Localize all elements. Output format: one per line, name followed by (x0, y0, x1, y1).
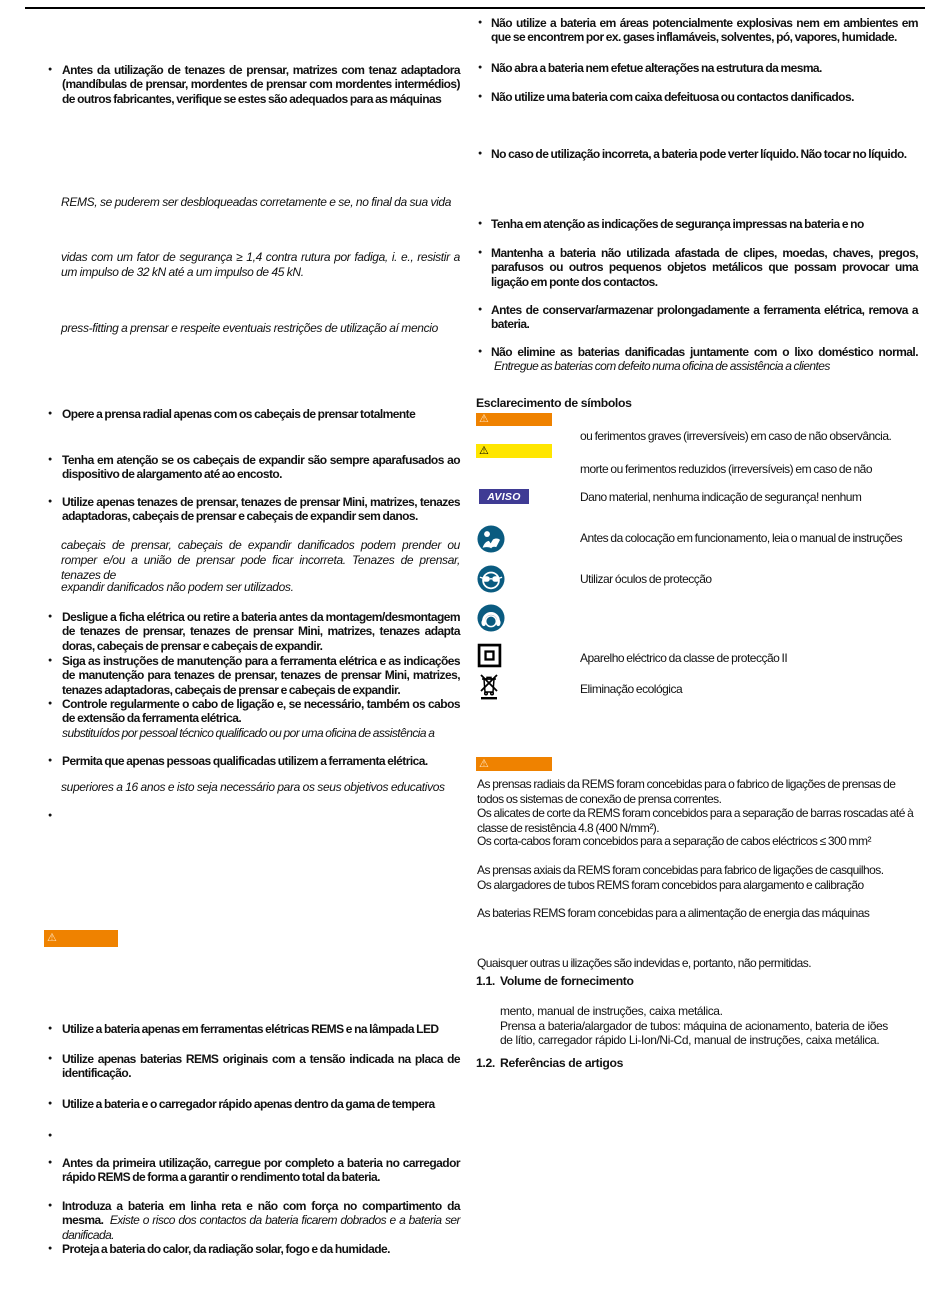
list-item (44, 495, 460, 524)
danger-box (476, 413, 552, 426)
bullet-dot: ● (48, 498, 53, 505)
symbol-label: Dano material, nenhuma indicação de segurança! nenhum (580, 490, 862, 504)
bullet-dot: ● (48, 456, 53, 463)
warning-triangle-icon: ⚠ (479, 444, 489, 457)
caution-box (476, 444, 552, 458)
list-item-text: Utilize a bateria e o carregador rápido apenas dentro da gama de tempera (62, 1097, 435, 1111)
list-item-text: Desligue a ficha elétrica ou retire a bateria antes da montagem/desmontagem de tenazes de prensar, tenazes de prensar Mini, matrizes, tenazes adapta doras, cabeçais de prensar e cabeçais de expandir. (62, 610, 460, 653)
list-item (44, 654, 460, 697)
list-item (44, 610, 460, 653)
list-item (476, 217, 918, 231)
section-heading (476, 974, 634, 988)
bullet-dot: ● (48, 657, 53, 664)
section-number: 1.2. (476, 1056, 495, 1070)
list-item-text: Siga as instruções de manutenção para a ferramenta elétrica e as indicações de manutenção para tenazes de prensar, tenazes de prensar Mini, matrizes, tenazes adaptadoras, cabeçais de prensar e cabeçais de expandir. (62, 654, 460, 697)
list-item (476, 90, 918, 104)
list-item (476, 61, 918, 75)
bullet-dot: ● (48, 66, 53, 73)
list-item-empty (44, 809, 460, 823)
right-column (476, 0, 918, 1303)
paragraph: Quaisquer outras u ilizações são indevidas e, portanto, não permitidas. (477, 956, 811, 970)
symbol-label: Eliminação ecológica (580, 682, 683, 696)
list-item-text: Não utilize uma bateria com caixa defeituosa ou contactos danificados. (491, 90, 854, 104)
list-item (476, 246, 918, 289)
note-text: press-fitting a prensar e respeite eventuais restrições de utilização aí mencio (61, 321, 438, 335)
bullet-dot: ● (48, 613, 53, 620)
list-item (476, 16, 918, 45)
aviso-badge: AVISO (479, 489, 529, 504)
list-item-text: Antes de conservar/armazenar prolongadamente a ferramenta elétrica, remova a bateria. (491, 303, 918, 332)
list-item-bold: Controle regularmente o cabo de ligação e, se necessário, também os cabos de extensão da ferramenta elétrica. (62, 697, 460, 726)
list-item (44, 407, 460, 421)
warning-header-box (44, 930, 118, 947)
eye-protection-icon (477, 565, 505, 598)
paragraph: Os alicates de corte da REMS foram concebidos para a separação de barras roscadas até à classe de resistência 4.8 (400 N/mm²). (477, 806, 914, 835)
list-item-text: Permita que apenas pessoas qualificadas utilizem a ferramenta elétrica. (62, 754, 428, 768)
symbol-label: morte ou ferimentos reduzidos (irreversíveis) em caso de não (580, 462, 873, 476)
list-item-bold: Introduza a bateria em linha reta e não com força no compartimento da mesma. (62, 1199, 460, 1228)
list-item-text: Tenha em atenção se os cabeçais de expandir são sempre aparafusados ao dispositivo de alargamento até ao encosto. (62, 453, 460, 482)
list-item (476, 345, 918, 374)
list-item-bold: Não elimine as baterias danificadas juntamente com o lixo doméstico normal. (491, 345, 918, 359)
list-item-note: Entregue as baterias com defeito numa oficina de assistência a clientes (494, 359, 830, 374)
paragraph: Os corta-cabos foram concebidos para a separação de cabos eléctricos ≤ 300 mm² (477, 834, 871, 848)
list-item-empty (44, 1129, 460, 1143)
list-item (44, 453, 460, 482)
bullet-dot: ● (48, 1245, 53, 1252)
section-line: Prensa a bateria/alargador de tubos: máquina de acionamento, bateria de iões (500, 1019, 888, 1033)
bullet-dot: ● (48, 700, 53, 707)
bullet-dot: ● (478, 220, 483, 227)
note-text: REMS, se puderem ser desbloqueadas corretamente e se, no final da sua vida (61, 195, 452, 209)
left-column (44, 0, 460, 1303)
bullet-dot: ● (48, 812, 53, 819)
list-item-text: Não utilize a bateria em áreas potencialmente explosivas nem em ambientes em que se encontrem por ex. gases inflamáveis, solventes, pó, vapores, humidade. (491, 16, 918, 45)
list-item-text: Utilize apenas baterias REMS originais com a tensão indicada na placa de identificação. (62, 1052, 460, 1081)
list-item-text: Tenha em atenção as indicações de segurança impressas na bateria e no (491, 217, 864, 231)
warning-triangle-icon: ⚠ (479, 757, 489, 770)
paragraph: Os alargadores de tubos REMS foram concebidos para alargamento e calibração (477, 878, 864, 892)
list-item-text: No caso de utilização incorreta, a bateria pode verter líquido. Não tocar no líquido. (491, 147, 907, 161)
list-item (44, 1097, 460, 1111)
list-item (476, 303, 918, 332)
bullet-dot: ● (478, 150, 483, 157)
list-item-text: Opere a prensa radial apenas com os cabeçais de prensar totalmente (62, 407, 416, 421)
bullet-dot: ● (48, 1132, 53, 1139)
bullet-dot: ● (478, 64, 483, 71)
list-item-text: Mantenha a bateria não utilizada afastada de clipes, moedas, chaves, pregos, parafusos ou outros pequenos objetos metálicos que possam provocar uma ligação em ponte dos contactos. (491, 246, 918, 289)
list-item-text: Antes da utilização de tenazes de prensar, matrizes com tenaz adaptadora (mandíbulas de prensar, mordentes de prensar com mordentes intermédios) de outros fabricantes, verifique se estes são adequados para as máquinas (62, 63, 460, 106)
symbols-heading: Esclarecimento de símbolos (476, 396, 632, 410)
list-item (44, 63, 460, 106)
paragraph: As prensas axiais da REMS foram concebidas para fabrico de ligações de casquilhos. (477, 863, 884, 877)
weee-icon (477, 672, 501, 705)
list-item (44, 1156, 460, 1185)
bullet-dot: ● (478, 19, 483, 26)
ear-protection-icon (477, 604, 505, 637)
symbol-label: ou ferimentos graves (irreversíveis) em caso de não observância. (580, 429, 892, 443)
list-item-text: Utilize a bateria apenas em ferramentas elétricas REMS e na lâmpada LED (62, 1022, 439, 1036)
list-item-text: Proteja a bateria do calor, da radiação solar, fogo e da humidade. (62, 1242, 390, 1256)
list-item (44, 697, 460, 740)
bullet-dot: ● (48, 1159, 53, 1166)
bullet-dot: ● (48, 1100, 53, 1107)
list-item-text (62, 1199, 460, 1242)
list-item-text (62, 697, 460, 740)
note-text: superiores a 16 anos e isto seja necessário para os seus objetivos educativos (61, 780, 445, 794)
bullet-dot: ● (48, 1055, 53, 1062)
bullet-dot: ● (48, 1202, 53, 1209)
list-item (44, 1022, 460, 1036)
section-line: mento, manual de instruções, caixa metálica. (500, 1004, 723, 1018)
note-text: cabeçais de prensar, cabeçais de expandir danificados podem prender ou romper e/ou a união de prensar pode ficar incorreta. Tenazes de prensar, tenazes de (61, 538, 460, 582)
symbol-label: Antes da colocação em funcionamento, leia o manual de instruções (580, 531, 903, 545)
symbol-label: Utilizar óculos de protecção (580, 572, 712, 586)
bullet-dot: ● (478, 249, 483, 256)
bullet-dot: ● (478, 93, 483, 100)
warning-triangle-icon: ⚠ (479, 413, 489, 425)
list-item-note: Existe o risco dos contactos da bateria ficarem dobrados e a bateria ser danificada. (62, 1213, 460, 1242)
list-item (44, 754, 460, 768)
note-text: vidas com um fator de segurança ≥ 1,4 contra rutura por fadiga, i. e., resistir a um impulso de 32 kN até a um impulso de 45 kN. (61, 250, 460, 279)
section-heading (476, 1056, 623, 1070)
list-item (44, 1199, 460, 1242)
paragraph: As baterias REMS foram concebidas para a alimentação de energia das máquinas (477, 906, 870, 920)
note-text: expandir danificados não podem ser utilizados. (61, 580, 294, 594)
list-item-text: Antes da primeira utilização, carregue por completo a bateria no carregador rápido REMS de forma a garantir o rendimento total da bateria. (62, 1156, 460, 1185)
list-item-text (491, 345, 918, 374)
section-line: de lítio, carregador rápido Li-Ion/Ni-Cd, manual de instruções, caixa metálica. (500, 1033, 880, 1047)
list-item-note: substituídos por pessoal técnico qualificado ou por uma oficina de assistência a (62, 725, 435, 740)
symbol-label: Aparelho eléctrico da classe de protecção II (580, 651, 788, 665)
bullet-dot: ● (48, 1025, 53, 1032)
list-item (476, 147, 918, 161)
bullet-dot: ● (478, 348, 483, 355)
section-title: Volume de fornecimento (500, 974, 634, 988)
warning-triangle-icon: ⚠ (47, 932, 57, 944)
bullet-dot: ● (48, 410, 53, 417)
list-item-text: Utilize apenas tenazes de prensar, tenazes de prensar Mini, matrizes, tenazes adaptadoras, cabeçais de prensar e cabeçais de expandir sem danos. (62, 495, 460, 524)
list-item (44, 1242, 460, 1256)
warning-header-box (476, 757, 552, 771)
paragraph: As prensas radiais da REMS foram concebidas para o fabrico de ligações de prensas de todos os sistemas de conexão de prensa correntes. (477, 777, 896, 806)
list-item (44, 1052, 460, 1081)
bullet-dot: ● (478, 306, 483, 313)
class2-icon (477, 643, 502, 673)
section-number: 1.1. (476, 974, 495, 988)
section-title: Referências de artigos (500, 1056, 624, 1070)
bullet-dot: ● (48, 757, 53, 764)
list-item-text: Não abra a bateria nem efetue alterações na estrutura da mesma. (491, 61, 822, 75)
read-manual-icon (477, 525, 505, 558)
